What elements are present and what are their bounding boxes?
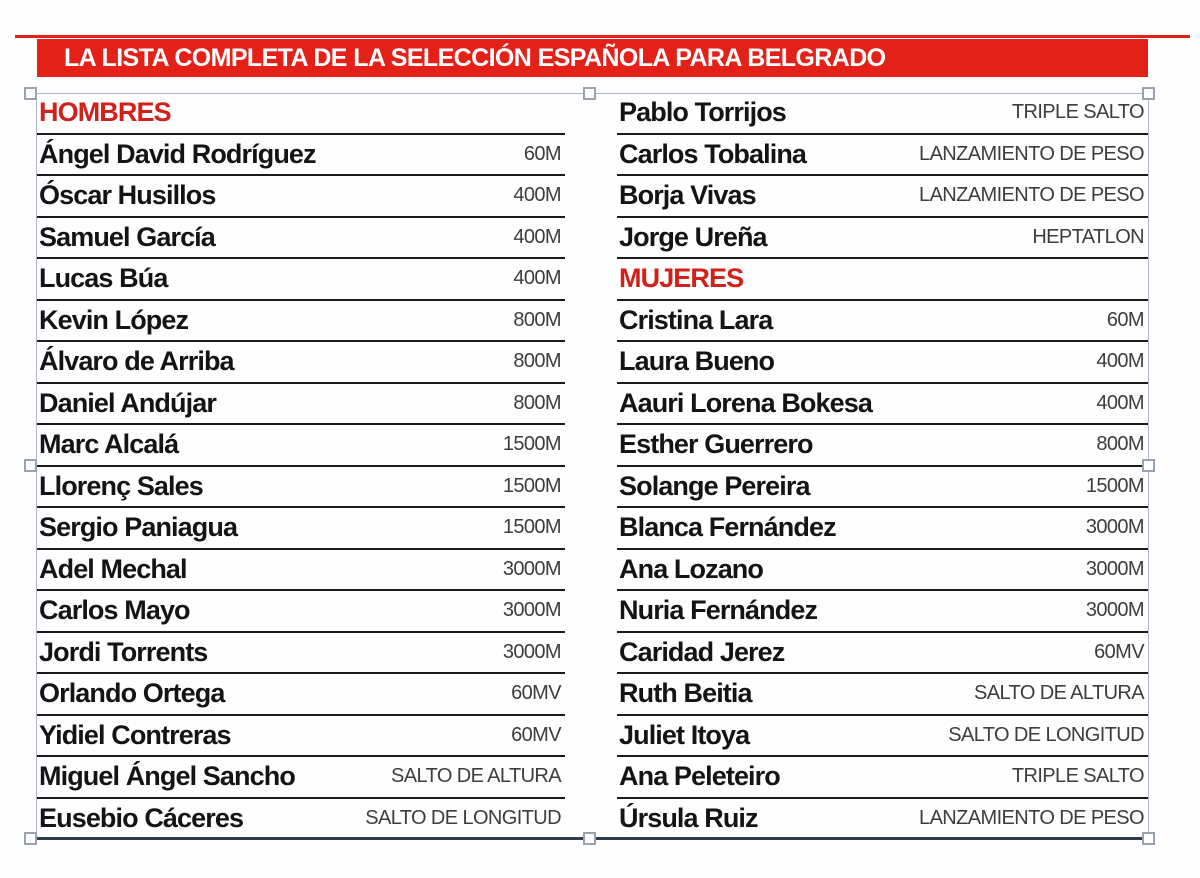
athlete-event: LANZAMIENTO DE PESO	[919, 184, 1144, 207]
table-row	[37, 176, 565, 218]
title-banner	[37, 39, 1148, 77]
selection-handle-top-right[interactable]	[1142, 87, 1155, 100]
roster-column-women	[617, 93, 1148, 838]
athlete-name: Ana Lozano	[619, 553, 763, 584]
athlete-event: 800M	[513, 350, 561, 373]
athlete-event: 800M	[513, 308, 561, 331]
table-row	[617, 674, 1148, 716]
table-row	[37, 633, 565, 675]
athlete-name: Ana Peleteiro	[619, 761, 780, 792]
table-row	[617, 799, 1148, 839]
table-row	[37, 135, 565, 177]
selection-handle-bottom-right[interactable]	[1142, 832, 1155, 845]
athlete-name: Borja Vivas	[619, 180, 756, 211]
athlete-event: SALTO DE LONGITUD	[365, 806, 561, 829]
table-row	[617, 467, 1148, 509]
athlete-event: 800M	[513, 391, 561, 414]
athlete-event: 3000M	[1085, 599, 1144, 622]
athlete-name: Ruth Beitia	[619, 678, 752, 709]
table-row	[37, 342, 565, 384]
athlete-name: Adel Mechal	[39, 553, 187, 584]
table-row	[37, 550, 565, 592]
athlete-name: Úrsula Ruiz	[619, 802, 758, 833]
selection-handle-bottom-center[interactable]	[583, 832, 596, 845]
athlete-name: Lucas Búa	[39, 263, 168, 294]
athlete-event: SALTO DE LONGITUD	[948, 723, 1144, 746]
athlete-event: 3000M	[502, 557, 561, 580]
selection-handle-bottom-left[interactable]	[24, 832, 37, 845]
athlete-name: Sergio Paniagua	[39, 512, 238, 543]
athlete-name: Marc Alcalá	[39, 429, 179, 460]
athlete-name: Yidiel Contreras	[39, 719, 231, 750]
table-row	[37, 259, 565, 301]
athlete-event: 1500M	[502, 433, 561, 456]
athlete-name: Aauri Lorena Bokesa	[619, 387, 872, 418]
athlete-event: 3000M	[1085, 557, 1144, 580]
athlete-event: 400M	[1096, 391, 1144, 414]
athlete-event: HEPTATLON	[1032, 225, 1144, 248]
athlete-name: Cristina Lara	[619, 304, 773, 335]
athlete-name: Juliet Itoya	[619, 719, 750, 750]
athlete-name: Samuel García	[39, 221, 215, 252]
table-row	[617, 633, 1148, 675]
athlete-name: Orlando Ortega	[39, 678, 225, 709]
roster-column-men	[37, 93, 565, 838]
athlete-name: Carlos Mayo	[39, 595, 190, 626]
athlete-name: Ángel David Rodríguez	[39, 138, 316, 169]
athlete-event: 3000M	[1085, 516, 1144, 539]
athlete-name: Jordi Torrents	[39, 636, 208, 667]
selection-handle-top-left[interactable]	[24, 87, 37, 100]
table-row	[617, 716, 1148, 758]
athlete-event: 3000M	[502, 599, 561, 622]
athlete-event: TRIPLE SALTO	[1011, 101, 1144, 124]
table-row	[617, 301, 1148, 343]
athlete-name: Daniel Andújar	[39, 387, 216, 418]
athlete-name: Pablo Torrijos	[619, 97, 786, 128]
top-red-rule	[15, 35, 1190, 38]
table-row	[617, 176, 1148, 218]
table-row	[617, 342, 1148, 384]
athlete-name: Llorenç Sales	[39, 470, 203, 501]
table-row	[37, 301, 565, 343]
athlete-event: 800M	[1096, 433, 1144, 456]
athlete-event: 400M	[513, 184, 561, 207]
athlete-event: SALTO DE ALTURA	[391, 765, 561, 788]
athlete-name: Nuria Fernández	[619, 595, 818, 626]
selection-handle-top-center[interactable]	[583, 87, 596, 100]
table-row	[37, 757, 565, 799]
athlete-event: 3000M	[502, 640, 561, 663]
athlete-event: 60M	[523, 142, 561, 165]
athlete-event: 60M	[1106, 308, 1144, 331]
athlete-name: Álvaro de Arriba	[39, 346, 234, 377]
section-header-label: MUJERES	[619, 263, 744, 294]
section-header-row	[37, 93, 565, 135]
table-row	[617, 757, 1148, 799]
selection-handle-middle-right[interactable]	[1142, 459, 1155, 472]
table-row	[37, 591, 565, 633]
athlete-name: Kevin López	[39, 304, 189, 335]
athlete-event: 400M	[513, 267, 561, 290]
table-row	[37, 425, 565, 467]
athlete-name: Caridad Jerez	[619, 636, 785, 667]
athlete-name: Solange Pereira	[619, 470, 810, 501]
athlete-name: Esther Guerrero	[619, 429, 813, 460]
athlete-event: LANZAMIENTO DE PESO	[919, 806, 1144, 829]
table-row	[37, 218, 565, 260]
table-row	[617, 218, 1148, 260]
table-row	[37, 799, 565, 839]
table-row	[617, 591, 1148, 633]
banner-title: LA LISTA COMPLETA DE LA SELECCIÓN ESPAÑOLA PARA BELGRADO	[64, 43, 886, 72]
table-row	[617, 425, 1148, 467]
athlete-event: SALTO DE ALTURA	[974, 682, 1144, 705]
athlete-event: 400M	[513, 225, 561, 248]
athlete-event: 400M	[1096, 350, 1144, 373]
table-row	[37, 508, 565, 550]
athlete-name: Jorge Ureña	[619, 221, 767, 252]
table-row	[37, 467, 565, 509]
athlete-event: LANZAMIENTO DE PESO	[919, 142, 1144, 165]
athlete-name: Laura Bueno	[619, 346, 775, 377]
athlete-event: TRIPLE SALTO	[1011, 765, 1144, 788]
table-row	[617, 93, 1148, 135]
table-row	[617, 550, 1148, 592]
athlete-event: 60MV	[511, 682, 561, 705]
athlete-event: 1500M	[502, 516, 561, 539]
athlete-name: Carlos Tobalina	[619, 138, 807, 169]
athlete-name: Blanca Fernández	[619, 512, 836, 543]
athlete-name: Óscar Husillos	[39, 180, 216, 211]
table-row	[617, 508, 1148, 550]
athlete-event: 1500M	[1085, 474, 1144, 497]
table-row	[37, 716, 565, 758]
section-header-row	[617, 259, 1148, 301]
table-row	[617, 384, 1148, 426]
athlete-name: Eusebio Cáceres	[39, 802, 244, 833]
table-row	[37, 674, 565, 716]
athlete-event: 60MV	[1094, 640, 1144, 663]
selection-handle-middle-left[interactable]	[24, 459, 37, 472]
table-row	[617, 135, 1148, 177]
section-header-label: HOMBRES	[39, 97, 171, 128]
selected-graphic[interactable]	[37, 93, 1148, 838]
athlete-name: Miguel Ángel Sancho	[39, 761, 295, 792]
table-row	[37, 384, 565, 426]
athlete-event: 60MV	[511, 723, 561, 746]
athlete-event: 1500M	[502, 474, 561, 497]
